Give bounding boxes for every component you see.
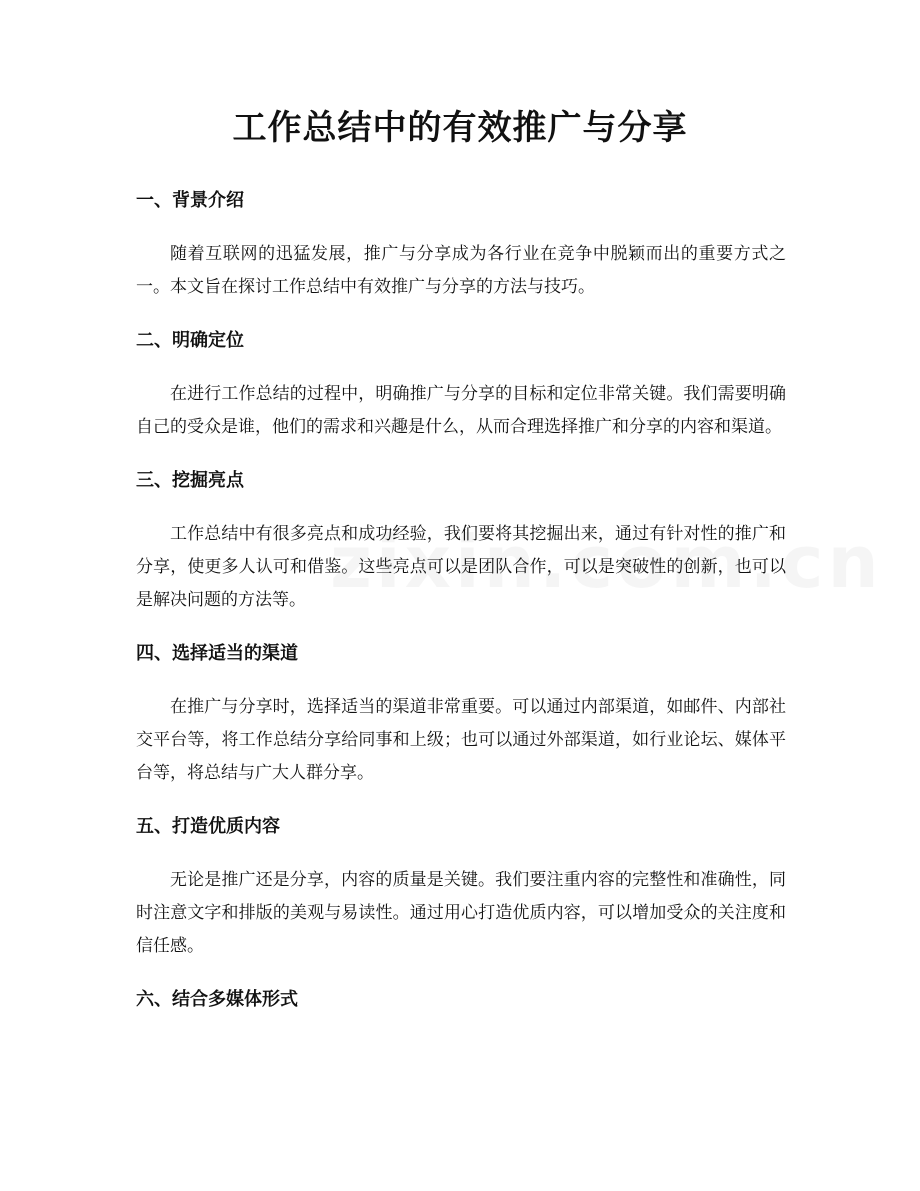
section-paragraph: 随着互联网的迅猛发展，推广与分享成为各行业在竞争中脱颖而出的重要方式之一。本文旨在探讨工作总结中有效推广与分享的方法与技巧。 [136,244,786,297]
section-paragraph: 在进行工作总结的过程中，明确推广与分享的目标和定位非常关键。我们需要明确自己的受众是谁，他们的需求和兴趣是什么，从而合理选择推广和分享的内容和渠道。 [136,384,786,437]
section-heading: 五、打造优质内容 [136,816,280,837]
document-body [136,184,786,1037]
section-channels [136,637,786,790]
section-heading: 一、背景介绍 [136,190,244,211]
section-highlights [136,464,786,617]
section-heading: 二、明确定位 [136,330,244,351]
section-content-quality [136,810,786,963]
section-paragraph: 在推广与分享时，选择适当的渠道非常重要。可以通过内部渠道，如邮件、内部社交平台等，将工作总结分享给同事和上级；也可以通过外部渠道，如行业论坛、媒体平台等，将总结与广大人群分享。 [136,697,786,783]
section-heading: 六、结合多媒体形式 [136,989,298,1010]
section-multimedia [136,983,786,1017]
section-paragraph: 无论是推广还是分享，内容的质量是关键。我们要注重内容的完整性和准确性，同时注意文字和排版的美观与易读性。通过用心打造优质内容，可以增加受众的关注度和信任感。 [136,870,786,956]
section-positioning [136,324,786,444]
section-paragraph: 工作总结中有很多亮点和成功经验，我们要将其挖掘出来，通过有针对性的推广和分享，使更多人认可和借鉴。这些亮点可以是团队合作，可以是突破性的创新，也可以是解决问题的方法等。 [136,524,786,610]
section-heading: 四、选择适当的渠道 [136,643,298,664]
section-background [136,184,786,304]
document-title: 工作总结中的有效推广与分享 [232,108,688,148]
section-heading: 三、挖掘亮点 [136,470,244,491]
